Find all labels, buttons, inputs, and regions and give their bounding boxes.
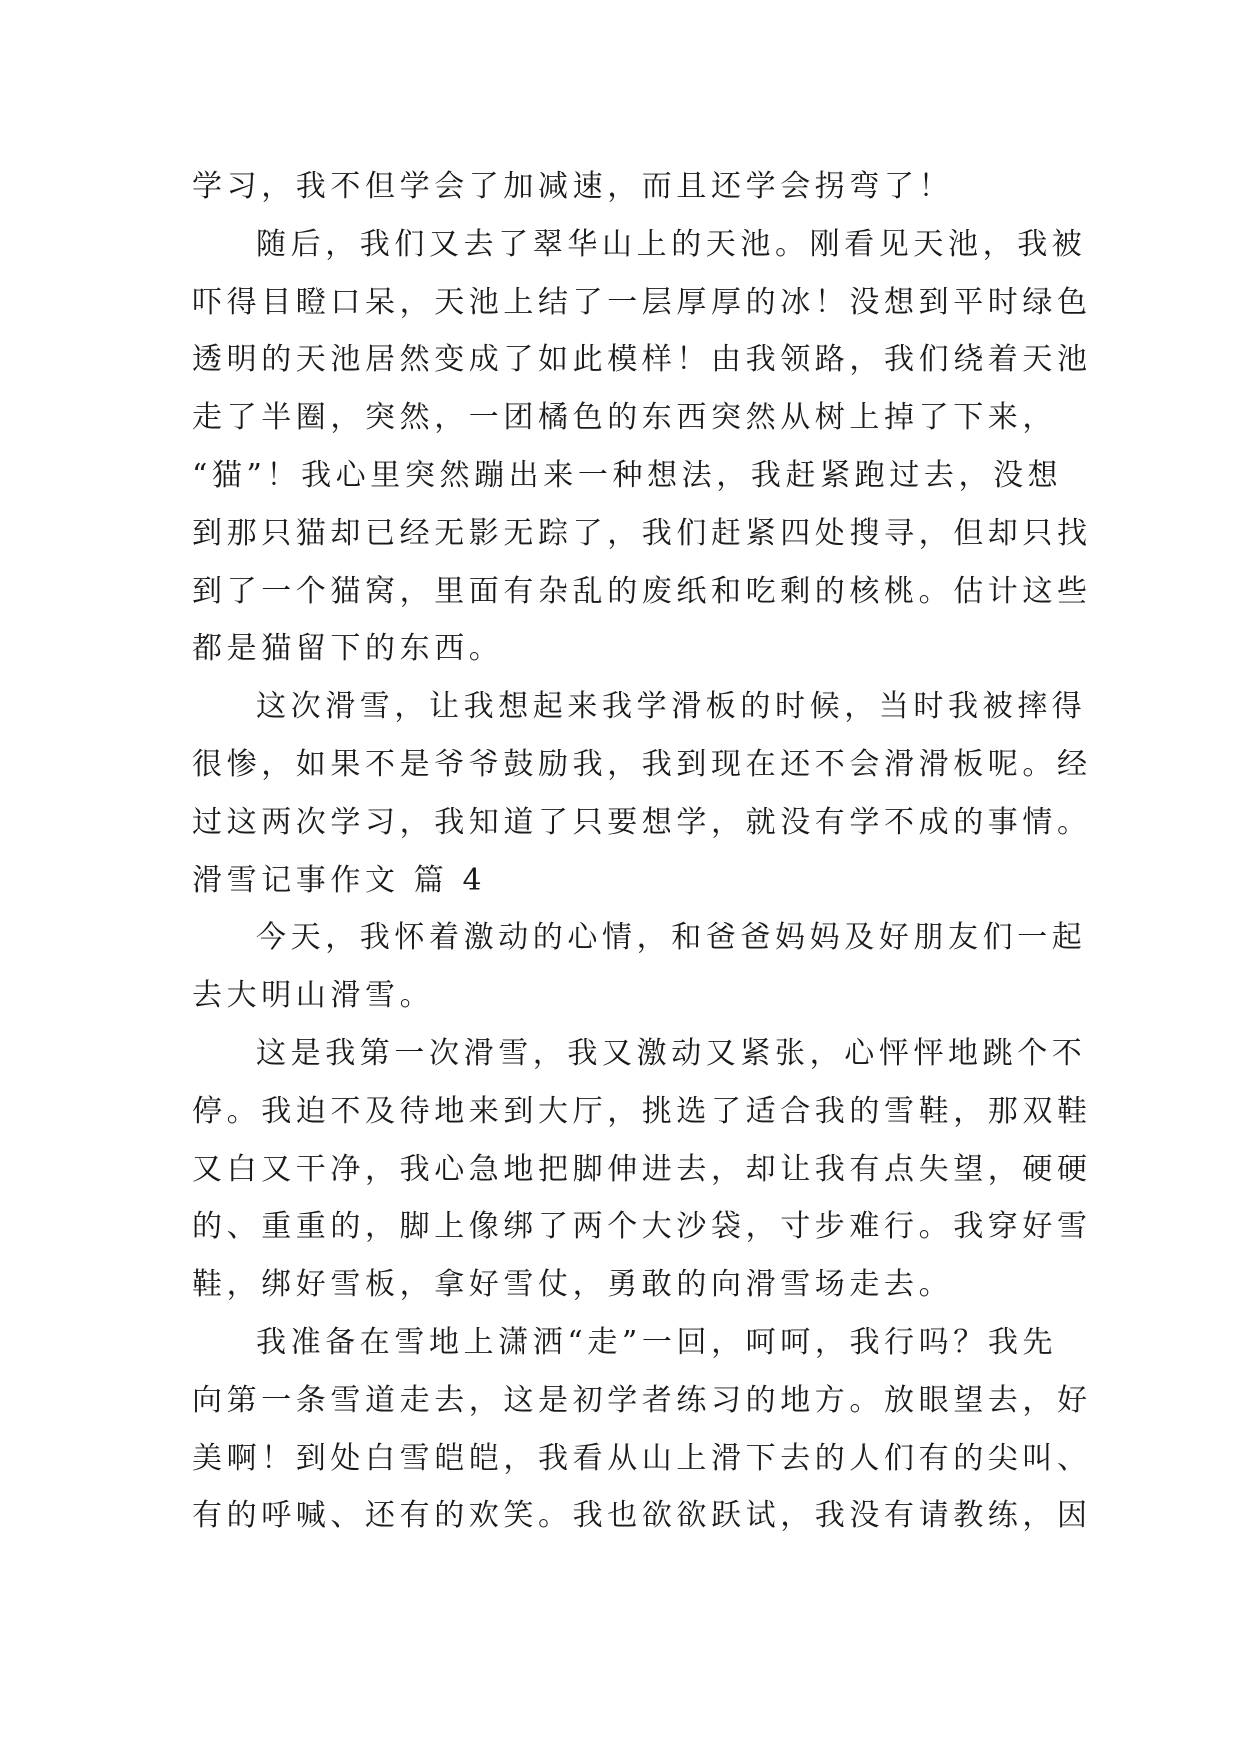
text-line: “猫”！我心里突然蹦出来一种想法，我赶紧跑过去，没想: [192, 457, 1063, 493]
text-line: 鞋，绑好雪板，拿好雪仗，勇敢的向滑雪场走去。: [192, 1267, 954, 1303]
paragraph-start-line: 我准备在雪地上潇洒“走”一回，呵呵，我行吗？我先: [256, 1324, 1058, 1360]
text-line: 去大明山滑雪。: [192, 978, 435, 1014]
body-text: [192, 158, 1092, 1545]
text-line: 到了一个猫窝，里面有杂乱的废纸和吃剩的核桃。估计这些: [192, 573, 1092, 609]
paragraph-start-line: 随后，我们又去了翠华山上的天池。刚看见天池，我被: [256, 226, 1087, 262]
text-line: 走了半圈，突然，一团橘色的东西突然从树上掉了下来，: [192, 400, 1057, 436]
text-line: 的、重重的，脚上像绑了两个大沙袋，寸步难行。我穿好雪: [192, 1209, 1092, 1245]
text-line: 学习，我不但学会了加减速，而且还学会拐弯了！: [192, 169, 954, 204]
text-line: 过这两次学习，我知道了只要想学，就没有学不成的事情。: [192, 804, 1092, 840]
text-line: 吓得目瞪口呆，天池上结了一层厚厚的冰！没想到平时绿色: [192, 284, 1092, 320]
text-line: 很惨，如果不是爷爷鼓励我，我到现在还不会滑滑板呢。经: [192, 746, 1092, 782]
text-line: 都是猫留下的东西。: [192, 631, 504, 667]
paragraph-start-line: 这次滑雪，让我想起来我学滑板的时候，当时我被摔得: [256, 689, 1087, 725]
text-line: 停。我迫不及待地来到大厅，挑选了适合我的雪鞋，那双鞋: [192, 1093, 1092, 1129]
section-heading: 滑雪记事作文 篇 4: [192, 862, 487, 898]
text-line: 又白又干净，我心急地把脚伸进去，却让我有点失望，硬硬: [192, 1151, 1092, 1187]
text-line: 到那只猫却已经无影无踪了，我们赶紧四处搜寻，但却只找: [192, 515, 1092, 551]
text-line: 美啊！到处白雪皑皑，我看从山上滑下去的人们有的尖叫、: [192, 1440, 1092, 1476]
paragraph-start-line: 这是我第一次滑雪，我又激动又紧张，心怦怦地跳个不: [256, 1035, 1087, 1071]
text-line: 透明的天池居然变成了如此模样！由我领路，我们绕着天池: [192, 342, 1092, 378]
paragraph-start-line: 今天，我怀着激动的心情，和爸爸妈妈及好朋友们一起: [256, 920, 1087, 956]
text-line: 向第一条雪道走去，这是初学者练习的地方。放眼望去，好: [192, 1382, 1092, 1418]
text-line: 有的呼喊、还有的欢笑。我也欲欲跃试，我没有请教练，因: [192, 1498, 1092, 1534]
